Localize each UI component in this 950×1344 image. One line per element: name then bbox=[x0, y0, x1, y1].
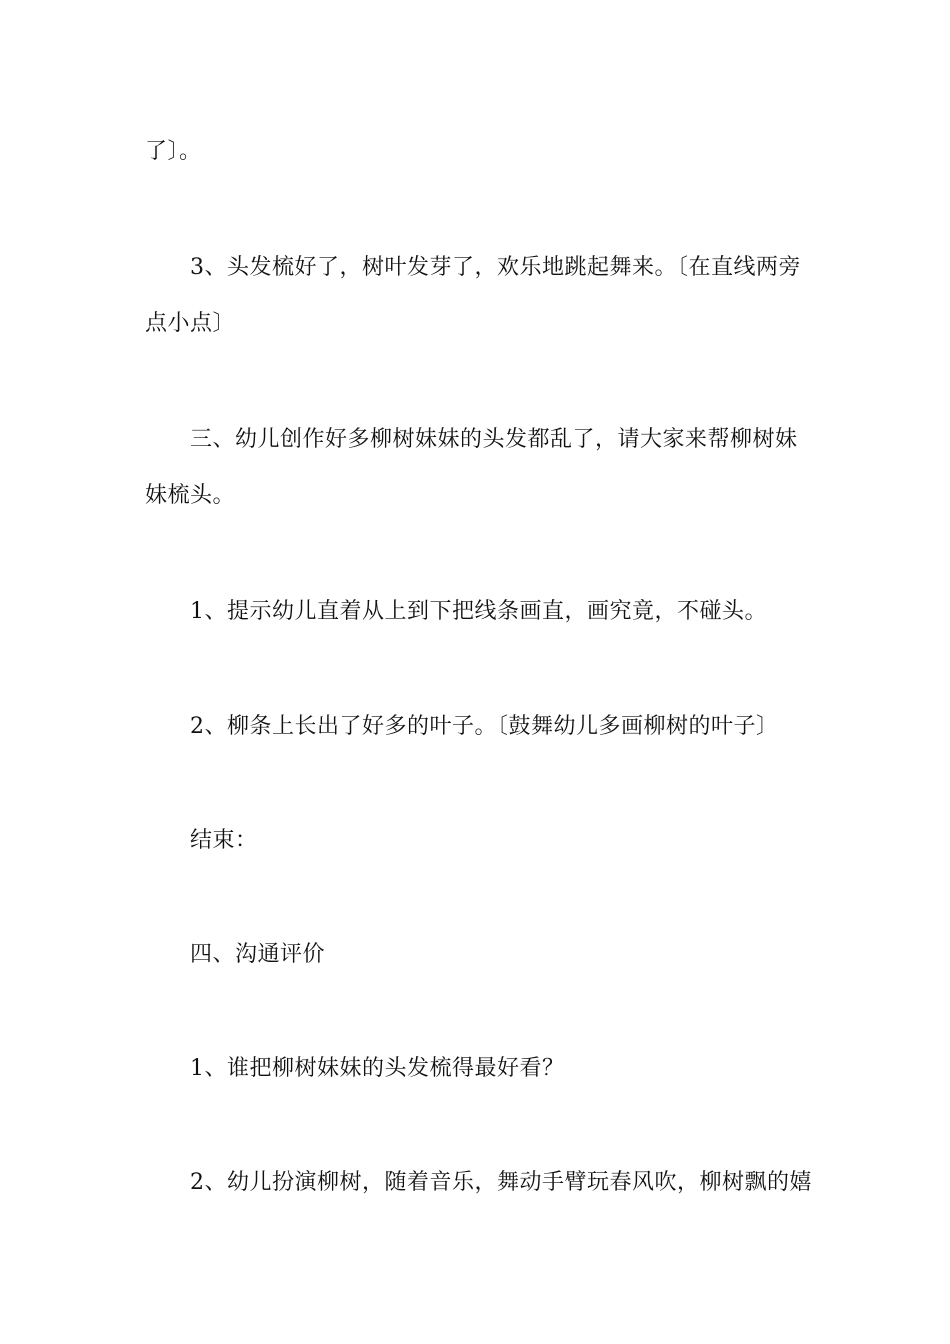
text-line: 点小点〕 bbox=[145, 311, 236, 336]
text-line: 1、谁把柳树妹妹的头发梳得最好看？ bbox=[190, 1056, 565, 1081]
text-line: 妹梳头。 bbox=[145, 483, 236, 508]
text-line: 3、头发梳好了，树叶发芽了，欢乐地跳起舞来。〔在直线两旁 bbox=[190, 255, 801, 280]
text-line: 三、幼儿创作好多柳树妹妹的头发都乱了，请大家来帮柳树妹 bbox=[190, 427, 798, 452]
text-line: 结束： bbox=[190, 828, 258, 853]
text-line: 2、幼儿扮演柳树，随着音乐，舞动手臂玩春风吹，柳树飘的嬉 bbox=[190, 1170, 812, 1195]
text-line: 2、柳条上长出了好多的叶子。〔鼓舞幼儿多画柳树的叶子〕 bbox=[190, 714, 779, 739]
text-line: 1、提示幼儿直着从上到下把线条画直，画究竟，不碰头。 bbox=[190, 599, 767, 624]
section-heading: 四、沟通评价 bbox=[190, 942, 326, 967]
text-line: 了〕。 bbox=[145, 139, 202, 164]
